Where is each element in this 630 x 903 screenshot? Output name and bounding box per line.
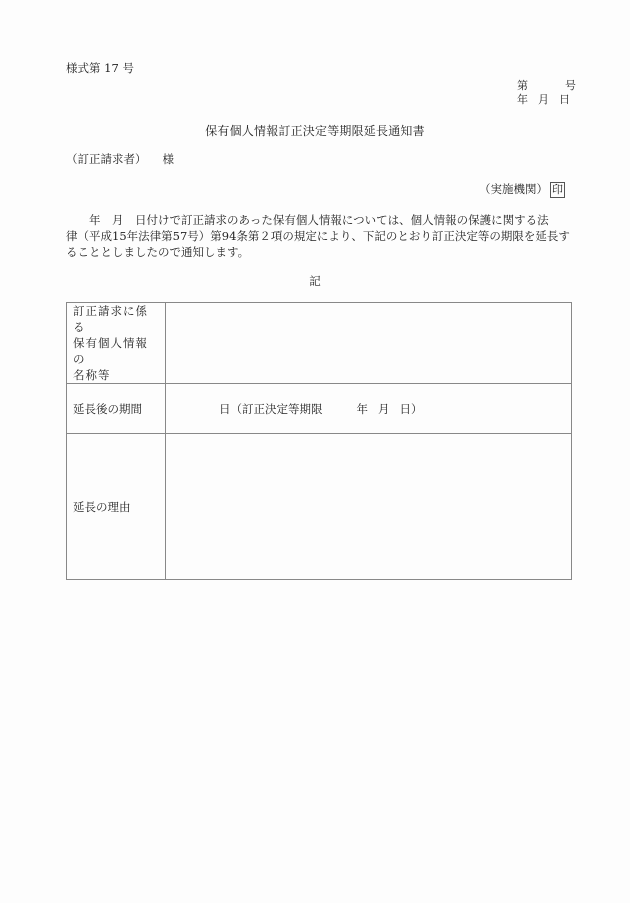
doc-number-prefix: 第 xyxy=(517,79,528,92)
value-extended-period[interactable]: 日（訂正決定等期限 年 月 日） xyxy=(166,384,572,434)
date-year: 年 xyxy=(517,93,528,106)
table-row-reason xyxy=(67,434,572,580)
recipient xyxy=(66,151,174,167)
body-paragraph xyxy=(66,212,578,260)
date-day: 日 xyxy=(559,93,570,106)
body-line-2: 律（平成15年法律第57号）第94条第２項の規定により、下記のとおり訂正決定等の期限を延長す xyxy=(66,229,570,243)
table-row-extended-period xyxy=(67,384,572,434)
recipient-label: （訂正請求者） xyxy=(66,152,147,166)
label-target-info: 訂正請求に係る 保有個人情報の 名称等 xyxy=(67,303,166,384)
body-line-1: 年 月 日付けで訂正請求のあった保有個人情報については、個人情報の保護に関する法 xyxy=(66,213,549,227)
label-extended-period: 延長後の期間 xyxy=(67,384,166,434)
date-month: 月 xyxy=(538,93,549,106)
value-reason[interactable] xyxy=(166,434,572,580)
ki-heading: 記 xyxy=(309,274,321,288)
seal-icon: 印 xyxy=(552,183,563,196)
recipient-honorific: 様 xyxy=(162,152,174,166)
body-line-3: ることとしましたので通知します。 xyxy=(66,245,250,259)
issue-date xyxy=(517,91,570,107)
document-title: 保有個人情報訂正決定等期限延長通知書 xyxy=(205,124,425,138)
sender xyxy=(479,181,565,198)
sender-label: （実施機関） xyxy=(479,182,548,196)
doc-number-suffix: 号 xyxy=(565,79,576,92)
details-table xyxy=(66,302,572,580)
value-target-info[interactable] xyxy=(166,303,572,384)
form-number: 様式第 17 号 xyxy=(66,61,134,75)
label-reason: 延長の理由 xyxy=(67,434,166,580)
table-row-target-info xyxy=(67,303,572,384)
